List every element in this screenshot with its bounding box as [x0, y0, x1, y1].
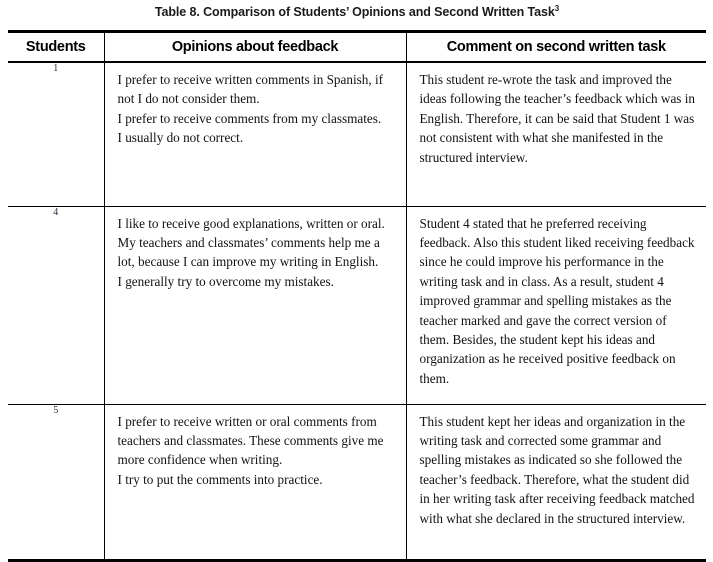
comment-paragraph: This student re-wrote the task and improved the ideas following the teacher’s feedback which was in English. Therefore, it can be said that Student 1 was not consistent with what she manifested in the structured interview. — [419, 72, 695, 165]
comparison-table — [8, 30, 706, 562]
comment-paragraph: This student kept her ideas and organization in the writing task and corrected some grammar and spelling mistakes as indicated so she followed the teacher’s feedback. Therefore, what the student did in her writing task after receiving feedback matched with what she declared in the structured interview. — [419, 413, 695, 526]
table-caption-number: Table 8. — [154, 5, 200, 19]
comment-cell-content — [407, 63, 707, 174]
table-row — [8, 62, 706, 206]
table-body — [8, 62, 706, 560]
opinions-cell-content — [105, 207, 406, 299]
opinions-cell — [104, 404, 406, 560]
opinions-cell-content — [105, 405, 406, 497]
table-row — [8, 206, 706, 404]
table-header — [8, 32, 706, 63]
opinion-line: I generally try to overcome my mistakes. — [117, 273, 334, 289]
table-row — [8, 404, 706, 560]
student-number-cell: 4 — [8, 206, 104, 404]
opinions-cell-content — [105, 63, 406, 155]
column-header-comment: Comment on second written task — [406, 32, 706, 63]
column-header-opinions: Opinions about feedback — [104, 32, 406, 63]
opinion-line: I prefer to receive written comments in Spanish, if not I do not consider them. — [117, 72, 383, 107]
table-header-row — [8, 32, 706, 63]
table-caption — [8, 4, 706, 20]
comment-cell-content — [407, 207, 707, 396]
table-container — [8, 30, 706, 562]
table-caption-text: Comparison of Students’ Opinions and Second Written Task — [199, 5, 555, 19]
student-number-cell: 5 — [8, 404, 104, 560]
column-header-students: Students — [8, 32, 104, 63]
opinions-cell — [104, 62, 406, 206]
opinion-line: I prefer to receive written or oral comments from teachers and classmates. These comments give me more confidence when writing. — [117, 413, 384, 468]
comment-cell — [406, 206, 706, 404]
opinion-line: I try to put the comments into practice. — [117, 471, 323, 487]
comment-paragraph: Student 4 stated that he preferred receiving feedback. Also this student liked receiving feedback since he could improve his performance in the writing task and in class. As a result, student 4 improved grammar and spelling mistakes as the teacher marked and gave the correct version of them. Besides, the student kept his ideas and organization as he received positive feedback on them. — [419, 215, 695, 386]
opinion-line: I prefer to receive comments from my classmates. — [117, 110, 382, 126]
opinion-line: I like to receive good explanations, written or oral. My teachers and classmates’ comments help me a lot, because I can improve my writing in English. — [117, 215, 385, 270]
comment-cell — [406, 62, 706, 206]
comment-cell-content — [407, 405, 707, 535]
comment-cell — [406, 404, 706, 560]
opinion-line: I usually do not correct. — [117, 130, 244, 146]
footnote-marker: 3 — [554, 3, 560, 13]
student-number-cell: 1 — [8, 62, 104, 206]
opinions-cell — [104, 206, 406, 404]
